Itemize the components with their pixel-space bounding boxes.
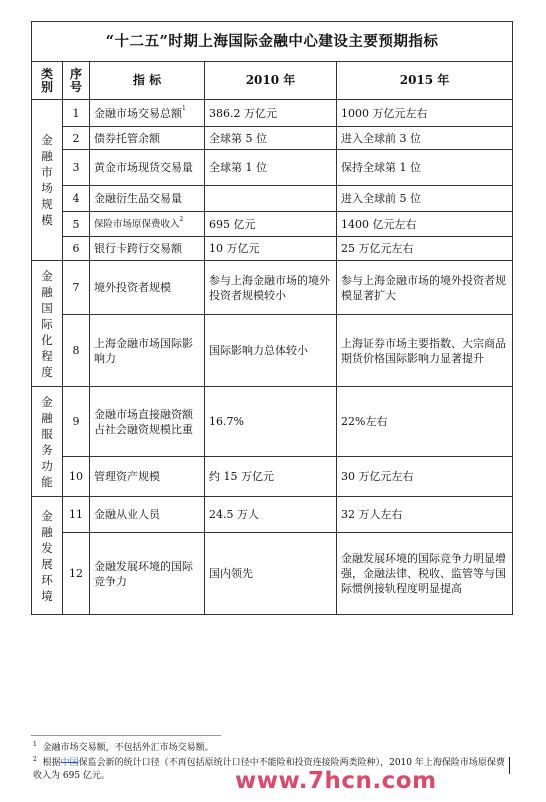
row-no: 7	[63, 261, 90, 315]
row-indicator: 金融市场交易总额$^1$	[90, 100, 205, 127]
table-row	[32, 457, 513, 497]
table-row	[32, 497, 513, 533]
row-indicator: 黄金市场现货交易量	[90, 150, 205, 186]
table-row	[32, 150, 513, 186]
row-indicator: 管理资产规模	[90, 457, 205, 497]
category-cell: 金融服务功能	[32, 387, 63, 497]
row-2010: 695 亿元	[205, 212, 337, 237]
row-no: 5	[63, 212, 90, 237]
table-row	[32, 315, 513, 387]
row-indicator: 银行卡跨行交易额	[90, 237, 205, 261]
table-row	[32, 387, 513, 457]
text-cursor	[509, 757, 510, 774]
row-no: 10	[63, 457, 90, 497]
header-2015: 2015 年	[337, 62, 513, 100]
category-cell: 金融国际化程度	[32, 261, 63, 387]
row-2015: 金融发展环境的国际竞争力明显增强，金融法律、税收、监管等与国际惯例接轨程度明显提高	[337, 533, 513, 615]
row-2015: 1000 万亿元左右	[337, 100, 513, 127]
row-no: 9	[63, 387, 90, 457]
table-row	[32, 100, 513, 127]
row-2010: 国内领先	[205, 533, 337, 615]
row-2010: 10 万亿元	[205, 237, 337, 261]
row-2015: 上海证券市场主要指数、大宗商品期货价格国际影响力显著提升	[337, 315, 513, 387]
row-2010: 国际影响力总体较小	[205, 315, 337, 387]
row-2010: 参与上海金融市场的境外投资者规模较小	[205, 261, 337, 315]
row-2015: 32 万人左右	[337, 497, 513, 533]
watermark: www.7hcn.com	[235, 768, 437, 794]
row-no: 8	[63, 315, 90, 387]
table-row	[32, 186, 513, 212]
row-2010: 约 15 万亿元	[205, 457, 337, 497]
row-no: 6	[63, 237, 90, 261]
footnote-1: $^1$ 金融市场交易额，不包括外汇市场交易额。	[33, 741, 214, 753]
row-2010: 24.5 万人	[205, 497, 337, 533]
header-indicator: 指 标	[90, 62, 205, 100]
row-indicator: 金融从业人员	[90, 497, 205, 533]
indicator-table	[31, 21, 513, 615]
header-no: 序号	[63, 62, 90, 100]
row-2015: 参与上海金融市场的境外投资者规模显著扩大	[337, 261, 513, 315]
struck-text: 中国	[60, 758, 79, 768]
row-2015: 进入全球前 3 位	[337, 127, 513, 150]
category-cell: 金融市场规模	[32, 100, 63, 261]
row-no: 11	[63, 497, 90, 533]
table-row	[32, 212, 513, 237]
category-cell: 金融发展环境	[32, 497, 63, 615]
row-2015: 进入全球前 5 位	[337, 186, 513, 212]
row-indicator: 上海金融市场国际影响力	[90, 315, 205, 387]
row-2010: 16.7%	[205, 387, 337, 457]
row-indicator: 金融衍生品交易量	[90, 186, 205, 212]
row-2015: 22%左右	[337, 387, 513, 457]
row-2015: 30 万亿元左右	[337, 457, 513, 497]
row-2010: 386.2 万亿元	[205, 100, 337, 127]
row-no: 4	[63, 186, 90, 212]
table-row	[32, 237, 513, 261]
row-indicator: 金融发展环境的国际竞争力	[90, 533, 205, 615]
row-no: 3	[63, 150, 90, 186]
table-row	[32, 127, 513, 150]
row-indicator: 保险市场原保费收入$^2$	[90, 212, 205, 237]
table-title: “十二五”时期上海国际金融中心建设主要预期指标	[32, 22, 513, 62]
header-2010: 2010 年	[205, 62, 337, 100]
header-category: 类别	[32, 62, 63, 100]
row-2010: 全球第 1 位	[205, 150, 337, 186]
row-2010: 全球第 5 位	[205, 127, 337, 150]
row-indicator: 金融市场直接融资额占社会融资规模比重	[90, 387, 205, 457]
row-indicator: 债券托管余额	[90, 127, 205, 150]
row-indicator: 境外投资者规模	[90, 261, 205, 315]
row-2015: 25 万亿元左右	[337, 237, 513, 261]
row-no: 1	[63, 100, 90, 127]
row-no: 12	[63, 533, 90, 615]
row-2010	[205, 186, 337, 212]
row-2015: 1400 亿元左右	[337, 212, 513, 237]
table-row	[32, 261, 513, 315]
row-no: 2	[63, 127, 90, 150]
footnote-2: $^2$ 根据中国保监会新的统计口径（不再包括原统计口径中不能险和投资连接险两类险种），2010 年上海保险市场原保费收入为 695 亿元。	[33, 756, 505, 781]
footnote-divider	[31, 735, 221, 736]
row-2015: 保持全球第 1 位	[337, 150, 513, 186]
table-row	[32, 533, 513, 615]
